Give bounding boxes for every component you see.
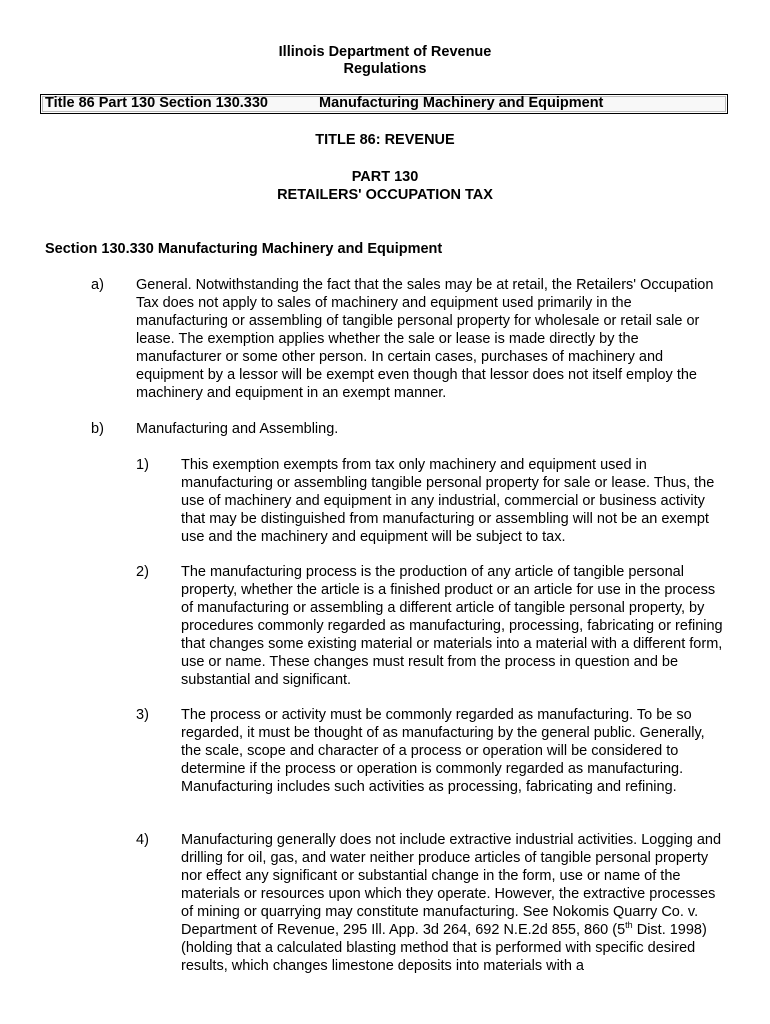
paragraph-1-label: 1) xyxy=(136,457,149,473)
part-name: RETAILERS' OCCUPATION TAX xyxy=(277,187,493,203)
paragraph-4-label: 4) xyxy=(136,832,149,848)
paragraph-4-text xyxy=(181,831,726,975)
subsection-a-text: General. Notwithstanding the fact that the sales may be at retail, the Retailers' Occupation Tax does not apply to sales of machinery and equipment used primarily in the manufacturing or assembling of tangible personal property for wholesale or retail sale or lease. The exemption applies whether the sale or lease is made directly by the manufacturer or some other person. In certain cases, purchases of machinery and equipment by a lessor will be exempt even though that lessor does not itself employ the machinery and equipment in an exempt manner. xyxy=(136,277,714,401)
part-heading xyxy=(0,168,770,204)
subsection-a-label: a) xyxy=(91,277,104,293)
paragraph-2-label: 2) xyxy=(136,564,149,580)
title-heading: TITLE 86: REVENUE xyxy=(315,132,455,148)
title-bar-citation: Title 86 Part 130 Section 130.330 xyxy=(45,95,269,111)
paragraph-4-text-part1: Manufacturing generally does not include extractive industrial activities. Logging and drilling for oil, gas, and water neither produce articles of tangible personal property nor effect any significant or substantial change in the form, use or name of the materials or resources upon which they operate. However, the extractive processes of mining or quarrying may constitute manufacturing. See Nokomis Quarry Co. v. Department of Revenue, 295 Ill. App. 3d 264, 692 N.E.2d 855, 860 (5 xyxy=(181,832,722,938)
paragraph-1-text: This exemption exempts from tax only machinery and equipment used in manufacturing or assembling tangible personal property for sale or lease. Thus, the use of machinery and equipment in any industrial, commercial or business activity that may be distinguished from manufacturing or assembling will not be an exempt use and the machinery and equipment will be subject to tax. xyxy=(181,457,715,545)
section-heading: Section 130.330 Manufacturing Machinery and Equipment xyxy=(45,241,443,257)
part-number: PART 130 xyxy=(351,169,419,185)
document-header xyxy=(0,44,770,78)
paragraph-3-text: The process or activity must be commonly regarded as manufacturing. To be so regarded, it must be thought of as manufacturing by the general public. Generally, the scale, scope and character of a process or operation will be considered to determine if the process or operation is commonly regarded as manufacturing. Manufacturing includes such activities as processing, fabricating and refining. xyxy=(181,707,705,795)
paragraph-4-text-part2: Dist. 1998) (holding that a calculated blasting method that is performed with specific desired results, which changes limestone deposits into materials with a xyxy=(181,922,707,974)
subsection-b-label: b) xyxy=(91,421,104,437)
paragraph-3-label: 3) xyxy=(136,707,149,723)
ordinal-suffix: th xyxy=(625,920,633,931)
title-bar xyxy=(40,94,728,114)
subsection-b-text: Manufacturing and Assembling. xyxy=(136,421,339,437)
document-subtitle: Regulations xyxy=(343,61,427,77)
title-bar-section-name: Manufacturing Machinery and Equipment xyxy=(319,95,604,111)
agency-name: Illinois Department of Revenue xyxy=(278,44,492,60)
paragraph-2-text: The manufacturing process is the production of any article of tangible personal property, whether the article is a finished product or an article for use in the process of manufacturing or assembling a different article of tangible personal property, by procedures commonly regarded as manufacturing, processing, fabricating or refining that changes some existing material or materials into a material with a different form, use or name. These changes must result from the process in question and be substantial and significant. xyxy=(181,564,723,688)
